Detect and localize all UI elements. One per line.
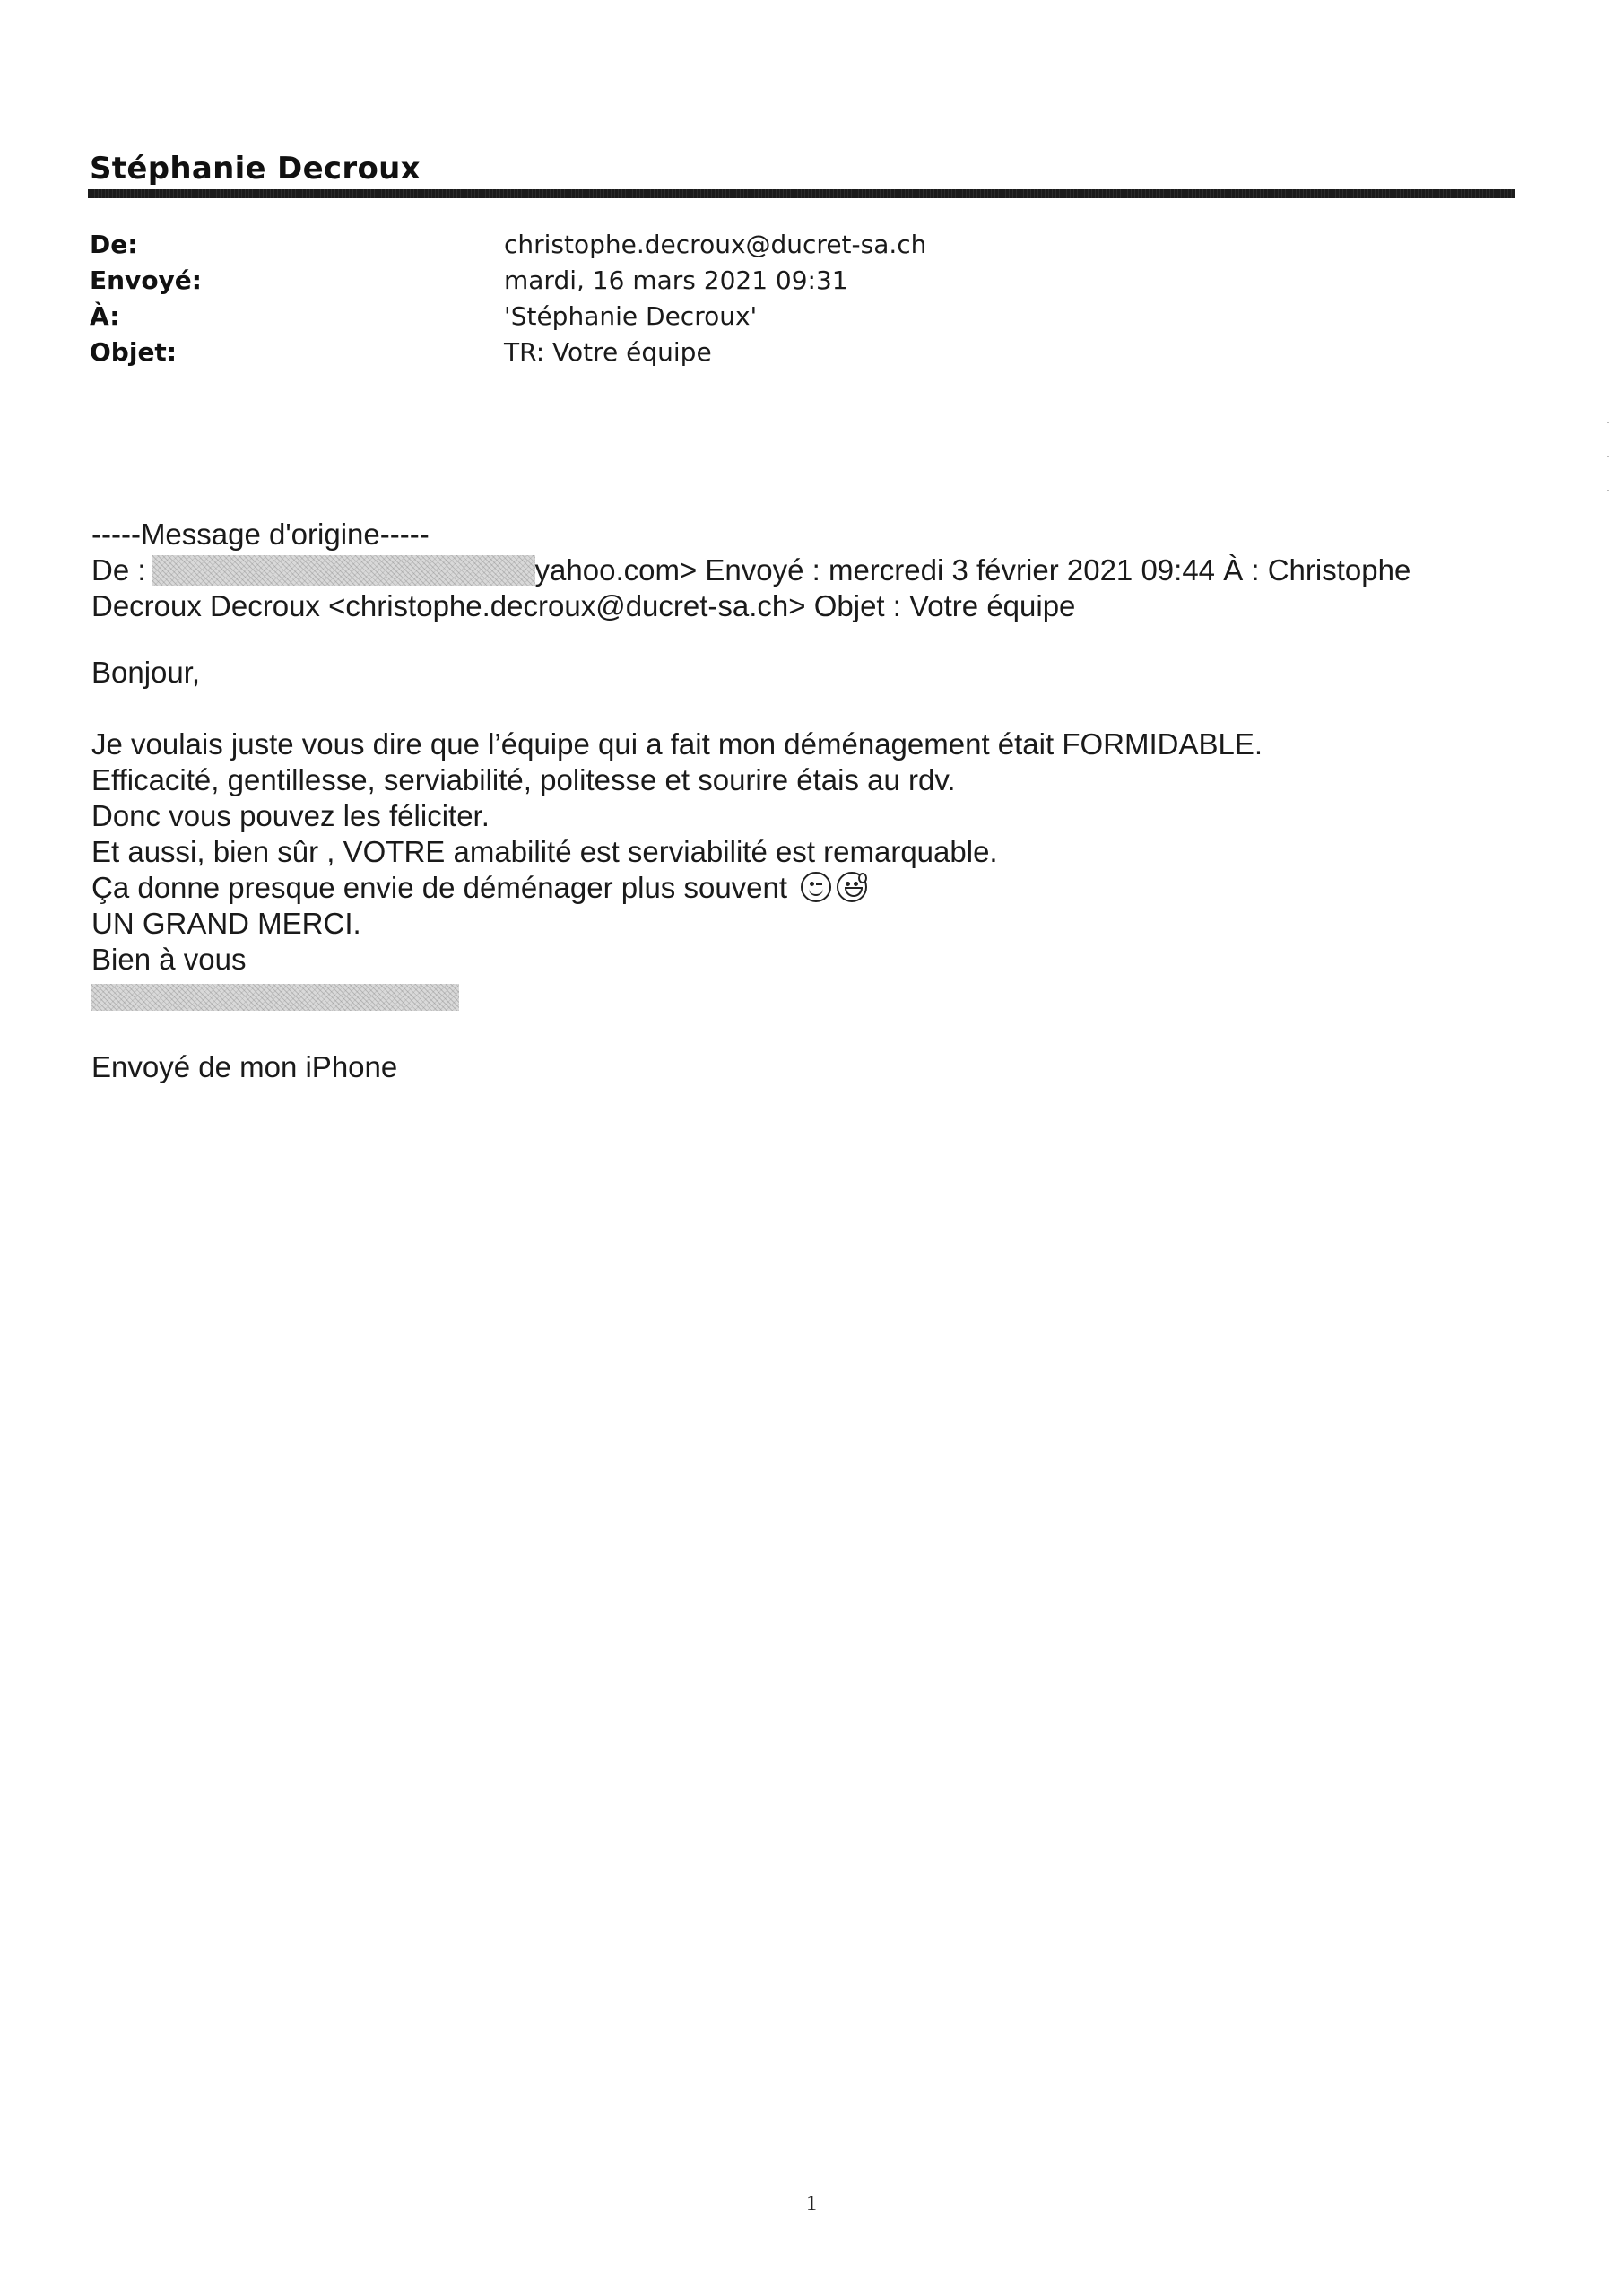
signature-line: Envoyé de mon iPhone bbox=[91, 1050, 398, 1083]
blank-line bbox=[91, 691, 1454, 726]
original-message-line-1 bbox=[91, 552, 1454, 588]
greeting: Bonjour, bbox=[91, 656, 201, 689]
sent-label: Envoyé: bbox=[90, 265, 202, 295]
subject-value: TR: Votre équipe bbox=[504, 337, 712, 367]
scan-artifacts bbox=[1607, 422, 1610, 529]
original-from-prefix: De : bbox=[91, 553, 146, 587]
email-header bbox=[90, 230, 1435, 373]
winking-face-icon bbox=[801, 872, 831, 902]
body-line-1: Je voulais juste vous dire que l’équipe qui a fait mon déménagement était FORMIDABLE. bbox=[91, 727, 1263, 761]
header-row-subject bbox=[90, 337, 1435, 373]
closing-line: Bien à vous bbox=[91, 943, 247, 976]
original-message-line-2: Decroux Decroux <christophe.decroux@ducret-sa.ch> Objet : Votre équipe bbox=[91, 589, 1076, 622]
header-row-sent bbox=[90, 265, 1435, 301]
from-value: christophe.decroux@ducret-sa.ch bbox=[504, 230, 927, 259]
page-number: 1 bbox=[806, 2192, 817, 2215]
original-message-header bbox=[91, 517, 1454, 624]
redacted-name-line bbox=[91, 978, 1454, 1013]
original-from-suffix: yahoo.com> Envoyé : mercredi 3 février 2021 09:44 À : Christophe bbox=[534, 553, 1411, 587]
body-line-5 bbox=[91, 870, 1454, 906]
sent-value: mardi, 16 mars 2021 09:31 bbox=[504, 265, 848, 295]
to-label: À: bbox=[90, 301, 120, 331]
redacted-name-block bbox=[91, 984, 459, 1011]
header-divider bbox=[88, 189, 1515, 198]
body-line-4: Et aussi, bien sûr , VOTRE amabilité est serviabilité est remarquable. bbox=[91, 835, 998, 868]
header-row-to bbox=[90, 301, 1435, 337]
body-line-5-text: Ça donne presque envie de déménager plus souvent bbox=[91, 871, 788, 904]
message-body bbox=[91, 655, 1454, 1085]
from-label: De: bbox=[90, 230, 138, 259]
body-line-3: Donc vous pouvez les féliciter. bbox=[91, 799, 490, 832]
grinning-sweat-face-icon bbox=[837, 872, 867, 902]
body-line-2: Efficacité, gentillesse, serviabilité, politesse et sourire étais au rdv. bbox=[91, 763, 956, 796]
original-message-separator: -----Message d'origine----- bbox=[91, 517, 430, 551]
blank-line bbox=[91, 1013, 1454, 1049]
sender-name-heading: Stéphanie Decroux bbox=[90, 151, 421, 187]
header-row-from bbox=[90, 230, 1435, 265]
redacted-email-block bbox=[152, 555, 535, 586]
to-value: 'Stéphanie Decroux' bbox=[504, 301, 758, 331]
body-line-6: UN GRAND MERCI. bbox=[91, 907, 361, 940]
subject-label: Objet: bbox=[90, 337, 178, 367]
